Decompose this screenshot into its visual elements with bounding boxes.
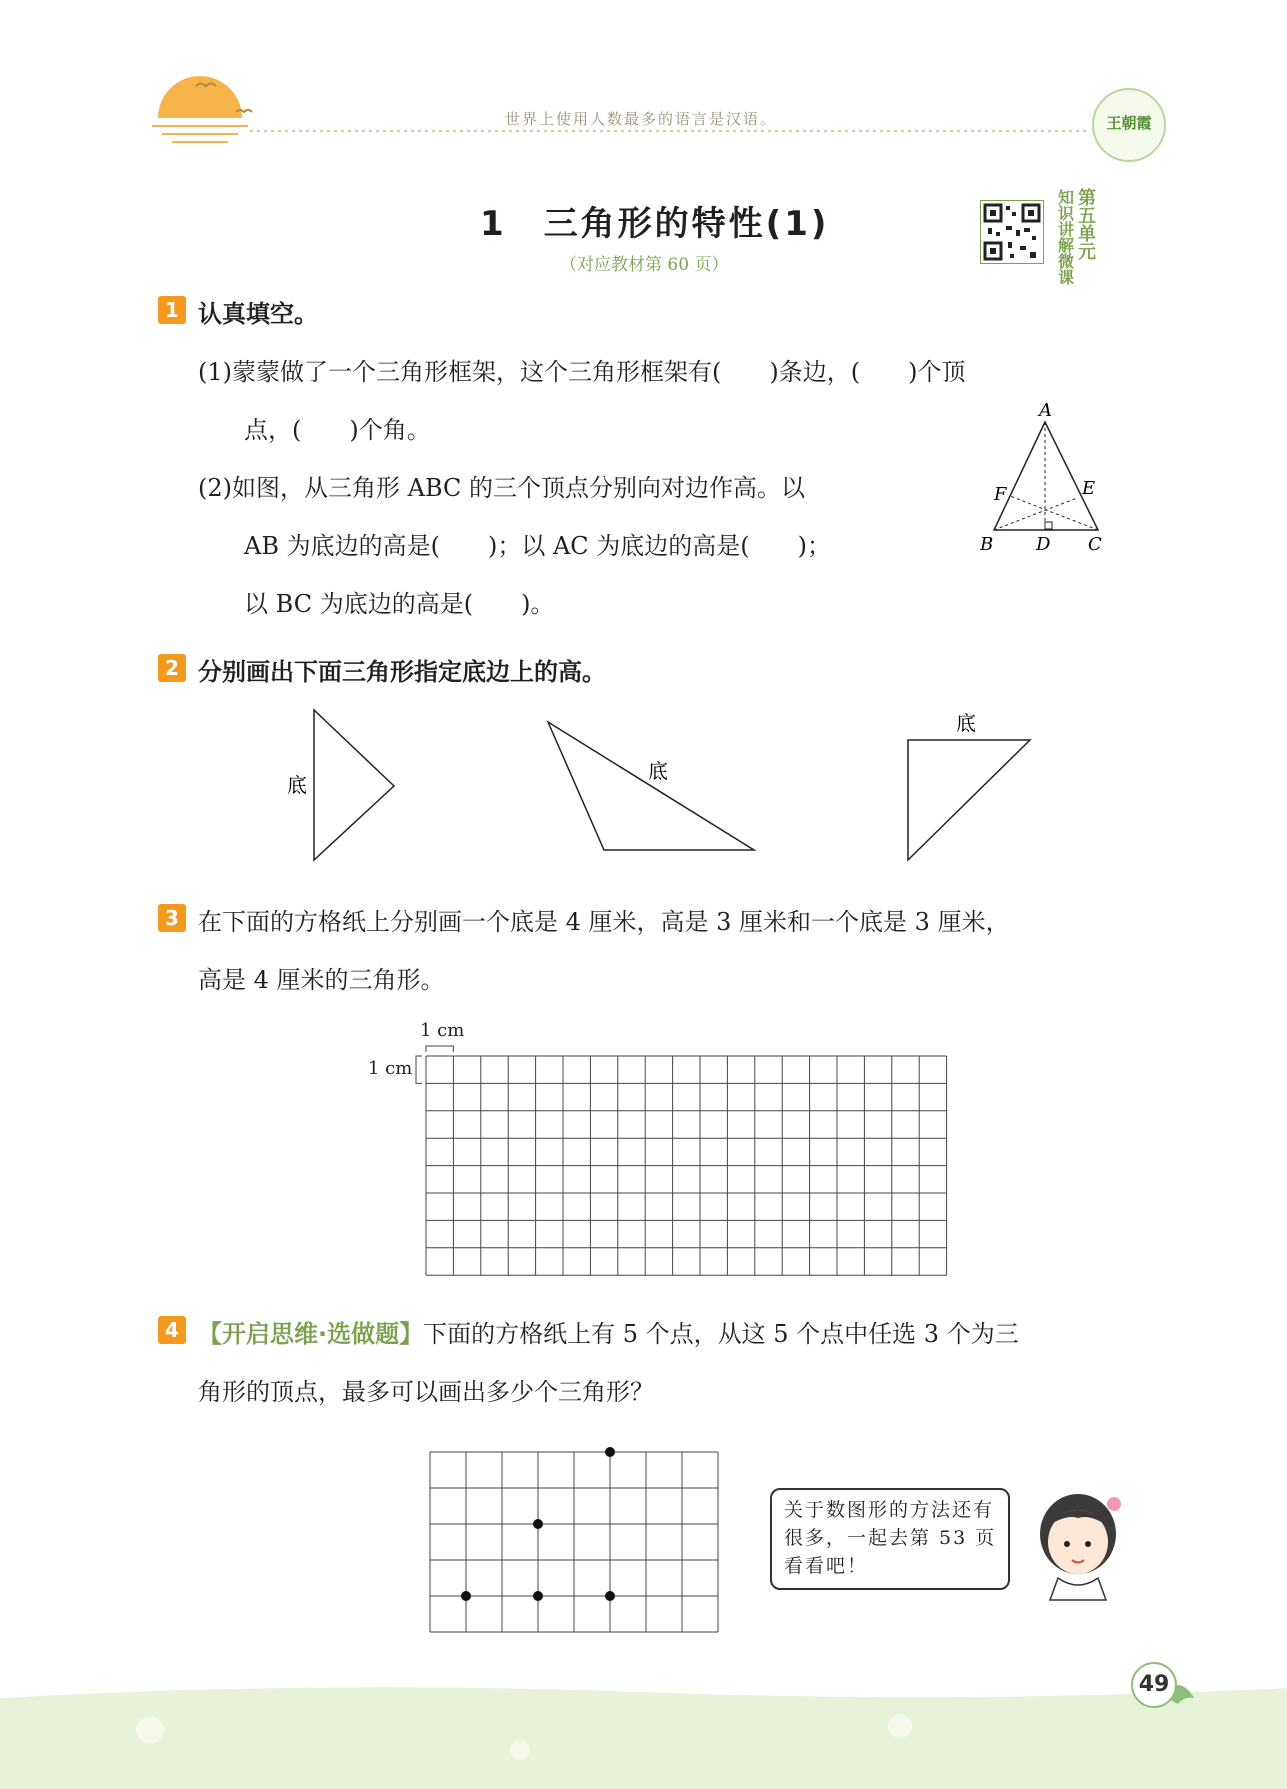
tip-bubble (770, 1488, 1010, 1590)
label-a: A (1039, 400, 1052, 421)
q1-line: 点，( )个角。 (244, 416, 431, 444)
brand-logo: 王朝霞 (1092, 88, 1166, 162)
base-label: 底 (648, 759, 668, 783)
question-number: 3 (158, 904, 186, 932)
header-decoration (0, 0, 1287, 180)
dot-grid-paper[interactable] (420, 1440, 730, 1640)
square-grid-paper[interactable] (412, 1036, 958, 1278)
q1-line: (1)蒙蒙做了一个三角形框架，这个三角形框架有( )条边，( )个顶 (198, 358, 966, 386)
unit-bracket (426, 1046, 453, 1052)
qr-code-icon[interactable] (980, 200, 1044, 264)
question-number: 1 (158, 296, 186, 324)
q3-line: 高是 4 厘米的三角形。 (198, 966, 445, 994)
grid-point[interactable] (461, 1591, 471, 1601)
label-f: F (994, 484, 1007, 505)
q1-line: 以 BC 为底边的高是( )。 (244, 590, 555, 618)
qr-caption: 知识讲解微课 (1058, 188, 1075, 287)
grid-point[interactable] (605, 1591, 615, 1601)
question-number: 4 (158, 1316, 186, 1344)
tip-text: 关于数图形的方法还有很多，一起去第 53 页看看吧！ (784, 1499, 997, 1577)
q4-tag-line (198, 1314, 1019, 1349)
q3-line: 在下面的方格纸上分别画一个底是 4 厘米，高是 3 厘米和一个底是 3 厘米， (198, 908, 1010, 936)
header-motto: 世界上使用人数最多的语言是汉语。 (505, 110, 778, 128)
grid-point[interactable] (605, 1447, 615, 1457)
girl-illustration (1020, 1474, 1140, 1604)
label-e: E (1082, 478, 1096, 499)
sun-icon (158, 76, 242, 118)
base-label: 底 (287, 773, 307, 797)
footer-background (0, 1670, 1287, 1789)
grid-point[interactable] (533, 1591, 543, 1601)
question-heading: 认真填空。 (198, 300, 318, 328)
unit-bracket (416, 1056, 422, 1083)
lesson-subtitle: （对应教材第 60 页） (560, 255, 729, 275)
q1-line: (2)如图，从三角形 ABC 的三个顶点分别向对边作高。以 (198, 474, 806, 502)
label-b: B (980, 534, 994, 555)
grid-unit-top: 1 cm (420, 1020, 465, 1041)
question-number: 2 (158, 654, 186, 682)
q4-line: 下面的方格纸上有 5 个点，从这 5 个点中任选 3 个为三 (423, 1320, 1019, 1348)
base-label: 底 (956, 711, 976, 735)
optional-tag: 【开启思维·选做题】 (198, 1320, 424, 1348)
page-number: 49 (1138, 1672, 1170, 1697)
grid-point[interactable] (533, 1519, 543, 1529)
question-heading: 分别画出下面三角形指定底边上的高。 (198, 658, 606, 686)
label-c: C (1088, 534, 1102, 555)
unit-label: 第五单元 (1078, 188, 1096, 263)
triangle-abc-figure (980, 400, 1110, 560)
q4-line: 角形的顶点，最多可以画出多少个三角形？ (198, 1378, 654, 1406)
label-d: D (1036, 534, 1051, 555)
q1-line: AB 为底边的高是( )；以 AC 为底边的高是( )； (244, 532, 832, 560)
lesson-title: 1 三角形的特性(1) (480, 204, 830, 244)
triangle-figures (260, 700, 1060, 870)
grid-unit-left: 1 cm (368, 1058, 413, 1079)
